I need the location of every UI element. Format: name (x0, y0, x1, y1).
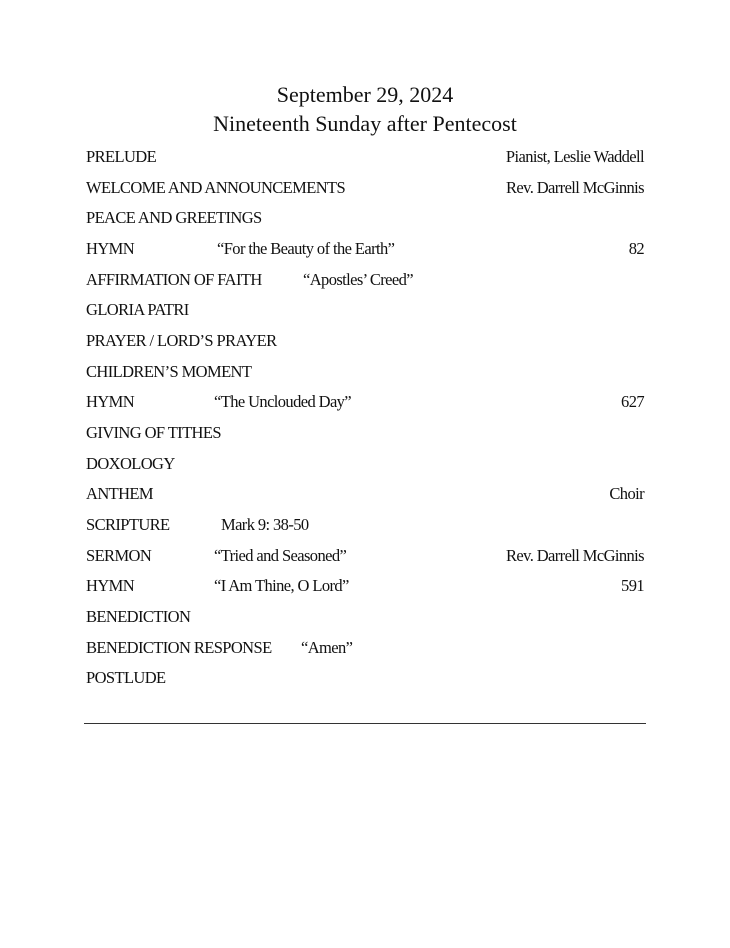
worship-item: DOXOLOGY (86, 454, 175, 473)
worship-leader: Choir (609, 484, 644, 503)
worship-item: SCRIPTURE (86, 515, 170, 534)
response-title: “Amen” (301, 638, 353, 657)
hymn-title: “I Am Thine, O Lord” (214, 576, 349, 595)
worship-item: CHILDREN’S MOMENT (86, 362, 252, 381)
worship-item: GLORIA PATRI (86, 300, 189, 319)
worship-row-welcome (86, 178, 644, 200)
service-date: September 29, 2024 (276, 82, 454, 107)
worship-item: HYMN (86, 392, 135, 411)
worship-item: BENEDICTION RESPONSE (86, 638, 272, 657)
hymn-number: 82 (628, 239, 644, 258)
worship-row-hymn-1 (86, 239, 644, 261)
worship-row-sermon (86, 546, 644, 568)
hymn-number: 627 (621, 392, 644, 411)
worship-leader: Rev. Darrell McGinnis (505, 546, 644, 565)
worship-row-postlude (86, 668, 644, 690)
worship-row-benediction-response (86, 638, 644, 660)
scripture-reference: Mark 9: 38-50 (221, 515, 309, 534)
worship-row-affirmation (86, 270, 644, 292)
worship-item: WELCOME AND ANNOUNCEMENTS (86, 178, 346, 197)
worship-leader: Rev. Darrell McGinnis (505, 178, 644, 197)
worship-row-gloria (86, 300, 644, 322)
worship-item: ANTHEM (86, 484, 153, 503)
worship-row-hymn-2 (86, 392, 644, 414)
worship-item: GIVING OF TITHES (86, 423, 221, 442)
service-occasion: Nineteenth Sunday after Pentecost (213, 111, 517, 136)
hymn-title: “The Unclouded Day” (214, 392, 352, 411)
worship-row-doxology (86, 454, 644, 476)
sermon-title: “Tried and Seasoned” (214, 546, 347, 565)
worship-row-children (86, 362, 644, 384)
divider-rule (84, 723, 646, 724)
hymn-number: 591 (621, 576, 644, 595)
hymn-title: “For the Beauty of the Earth” (217, 239, 395, 258)
worship-item: HYMN (86, 239, 135, 258)
worship-row-prelude (86, 147, 644, 169)
worship-item: AFFIRMATION OF FAITH (86, 270, 262, 289)
worship-item: PRAYER / LORD’S PRAYER (86, 331, 277, 350)
creed-title: “Apostles’ Creed” (303, 270, 413, 289)
worship-item: SERMON (86, 546, 152, 565)
worship-row-benediction (86, 607, 644, 629)
worship-row-prayer (86, 331, 644, 353)
worship-row-hymn-3 (86, 576, 644, 598)
worship-leader: Pianist, Leslie Waddell (505, 147, 644, 166)
worship-item: POSTLUDE (86, 668, 166, 687)
worship-row-scripture (86, 515, 644, 537)
worship-item: PRELUDE (86, 147, 157, 166)
worship-row-anthem (86, 484, 644, 506)
worship-row-tithes (86, 423, 644, 445)
worship-item: BENEDICTION (86, 607, 191, 626)
worship-row-peace (86, 208, 644, 230)
worship-item: HYMN (86, 576, 135, 595)
worship-item: PEACE AND GREETINGS (86, 208, 262, 227)
